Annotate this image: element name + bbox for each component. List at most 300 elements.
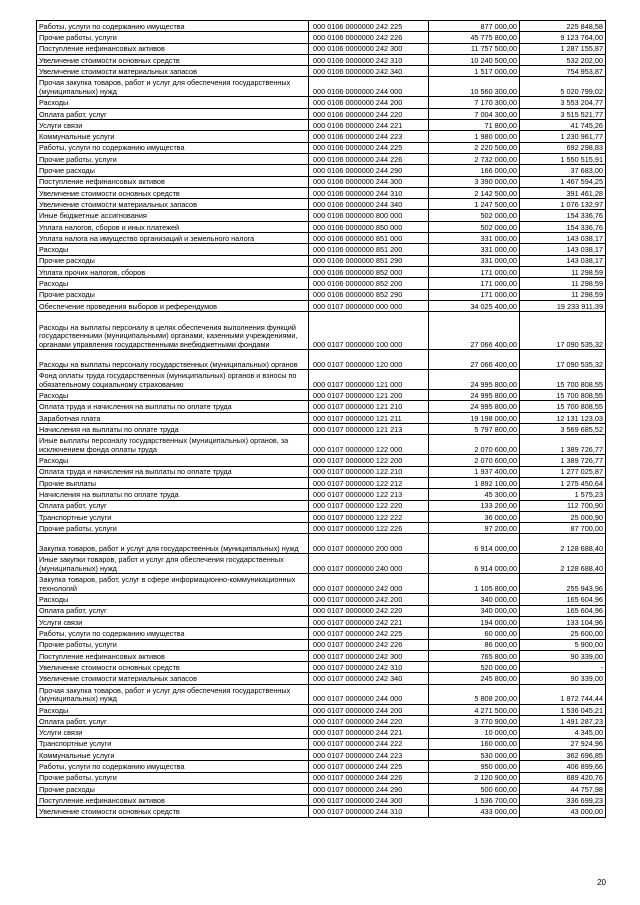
row-exec-cell: 17 090 535,32 [520, 350, 606, 370]
row-code-cell: 000 0106 0000000 244 221 [309, 120, 429, 131]
row-exec-cell: 15 700 808,55 [520, 370, 606, 390]
table-row [37, 266, 606, 277]
row-name-cell: Увеличение стоимости материальных запасов [37, 66, 309, 77]
row-plan-cell: 2 220 500,00 [429, 142, 520, 153]
row-plan-cell: 530 000,00 [429, 749, 520, 760]
row-code-cell: 000 0107 0000000 244 290 [309, 783, 429, 794]
table-row [37, 673, 606, 684]
row-plan-cell: 1 980 000,00 [429, 131, 520, 142]
row-exec-cell: 689 420,76 [520, 772, 606, 783]
row-exec-cell: 9 123 764,00 [520, 32, 606, 43]
row-code-cell: 000 0107 0000000 242 300 [309, 650, 429, 661]
row-name-cell: Обеспечение проведения выборов и референдумов [37, 300, 309, 311]
row-name-cell: Расходы [37, 244, 309, 255]
table-row [37, 312, 606, 350]
row-plan-cell: 502 000,00 [429, 210, 520, 221]
row-name-cell: Иные выплаты персоналу государственных (муниципальных) органов, за исключением фонда оплаты труда [37, 435, 309, 455]
row-plan-cell: 160 000,00 [429, 738, 520, 749]
row-plan-cell: 10 240 500,00 [429, 54, 520, 65]
row-plan-cell: 166 000,00 [429, 165, 520, 176]
row-exec-cell: 1 076 132,97 [520, 199, 606, 210]
table-row [37, 727, 606, 738]
table-row [37, 738, 606, 749]
row-code-cell: 000 0107 0000000 121 200 [309, 390, 429, 401]
row-plan-cell: 60 000,00 [429, 628, 520, 639]
table-row [37, 32, 606, 43]
row-code-cell: 000 0107 0000000 244 226 [309, 772, 429, 783]
row-code-cell: 000 0106 0000000 800 000 [309, 210, 429, 221]
table-row [37, 639, 606, 650]
table-row [37, 435, 606, 455]
row-plan-cell: 24 995 800,00 [429, 370, 520, 390]
row-code-cell: 000 0106 0000000 852 290 [309, 289, 429, 300]
row-exec-cell: 1 230 961,77 [520, 131, 606, 142]
row-code-cell: 000 0107 0000000 242 310 [309, 662, 429, 673]
row-code-cell: 000 0107 0000000 122 220 [309, 500, 429, 511]
row-name-cell: Оплата труда и начисления на выплаты по оплате труда [37, 401, 309, 412]
row-plan-cell: 1 105 800,00 [429, 574, 520, 594]
table-row [37, 594, 606, 605]
row-name-cell: Коммунальные услуги [37, 749, 309, 760]
row-name-cell: Прочая закупка товаров, работ и услуг для обеспечения государственных (муниципальных) нужд [37, 684, 309, 704]
row-plan-cell: 433 000,00 [429, 806, 520, 817]
table-row [37, 278, 606, 289]
row-code-cell: 000 0106 0000000 244 220 [309, 108, 429, 119]
table-row [37, 54, 606, 65]
row-exec-cell: 1 575,23 [520, 489, 606, 500]
row-plan-cell: 520 000,00 [429, 662, 520, 673]
row-exec-cell: 362 696,85 [520, 749, 606, 760]
table-row [37, 466, 606, 477]
row-code-cell: 000 0106 0000000 244 225 [309, 142, 429, 153]
row-exec-cell: 90 339,00 [520, 650, 606, 661]
row-plan-cell: 3 770 900,00 [429, 716, 520, 727]
row-plan-cell: 11 757 500,00 [429, 43, 520, 54]
table-row [37, 255, 606, 266]
row-exec-cell: 37 683,00 [520, 165, 606, 176]
table-row [37, 761, 606, 772]
row-name-cell: Расходы [37, 390, 309, 401]
row-code-cell: 000 0106 0000000 851 290 [309, 255, 429, 266]
table-row [37, 370, 606, 390]
row-exec-cell: 336 699,23 [520, 795, 606, 806]
row-exec-cell: 19 233 911,39 [520, 300, 606, 311]
table-row [37, 716, 606, 727]
row-exec-cell: 143 038,17 [520, 255, 606, 266]
row-name-cell: Прочие работы, услуги [37, 639, 309, 650]
row-plan-cell: 24 995 800,00 [429, 401, 520, 412]
row-plan-cell: 340 000,00 [429, 594, 520, 605]
row-exec-cell: 90 339,00 [520, 673, 606, 684]
row-exec-cell: 11 298,59 [520, 278, 606, 289]
row-exec-cell: 2 128 688,40 [520, 534, 606, 554]
row-code-cell: 000 0107 0000000 242 225 [309, 628, 429, 639]
table-row [37, 233, 606, 244]
row-plan-cell: 34 025 400,00 [429, 300, 520, 311]
row-exec-cell: 27 924,96 [520, 738, 606, 749]
row-plan-cell: 765 800,00 [429, 650, 520, 661]
row-code-cell: 000 0106 0000000 244 310 [309, 187, 429, 198]
row-exec-cell: 44 757,98 [520, 783, 606, 794]
table-row [37, 210, 606, 221]
row-exec-cell: 133 104,96 [520, 616, 606, 627]
row-exec-cell: 1 550 515,91 [520, 153, 606, 164]
row-code-cell: 000 0107 0000000 242 000 [309, 574, 429, 594]
row-name-cell: Оплата работ, услуг [37, 108, 309, 119]
row-exec-cell: 15 700 808,55 [520, 390, 606, 401]
row-name-cell: Расходы [37, 594, 309, 605]
row-code-cell: 000 0107 0000000 244 225 [309, 761, 429, 772]
table-row [37, 153, 606, 164]
row-code-cell: 000 0107 0000000 242 220 [309, 605, 429, 616]
row-exec-cell: 1 287 155,87 [520, 43, 606, 54]
row-plan-cell: 331 000,00 [429, 255, 520, 266]
table-row [37, 176, 606, 187]
row-exec-cell: 255 943,96 [520, 574, 606, 594]
row-code-cell: 000 0107 0000000 121 210 [309, 401, 429, 412]
row-exec-cell: 3 553 204,77 [520, 97, 606, 108]
row-exec-cell: 5 900,00 [520, 639, 606, 650]
row-name-cell: Фонд оплаты труда государственных (муниципальных) органов и взносы по обязательному социальному страхованию [37, 370, 309, 390]
row-plan-cell: 502 000,00 [429, 221, 520, 232]
row-code-cell: 000 0106 0000000 244 200 [309, 97, 429, 108]
table-row [37, 390, 606, 401]
row-name-cell: Работы, услуги по содержанию имущества [37, 21, 309, 32]
row-name-cell: Начисления на выплаты по оплате труда [37, 424, 309, 435]
row-code-cell: 000 0106 0000000 242 226 [309, 32, 429, 43]
table-row [37, 244, 606, 255]
row-exec-cell: 406 899,66 [520, 761, 606, 772]
row-code-cell: 000 0107 0000000 242 221 [309, 616, 429, 627]
row-exec-cell: 165 604,96 [520, 594, 606, 605]
table-row [37, 401, 606, 412]
row-plan-cell: 4 271 500,00 [429, 704, 520, 715]
row-exec-cell: 1 872 744,44 [520, 684, 606, 704]
table-row [37, 795, 606, 806]
row-code-cell: 000 0107 0000000 122 212 [309, 477, 429, 488]
row-exec-cell: - [520, 662, 606, 673]
row-code-cell: 000 0106 0000000 244 300 [309, 176, 429, 187]
row-exec-cell: 17 090 535,32 [520, 312, 606, 350]
row-plan-cell: 10 000,00 [429, 727, 520, 738]
row-name-cell: Увеличение стоимости основных средств [37, 187, 309, 198]
row-code-cell: 000 0106 0000000 242 310 [309, 54, 429, 65]
row-plan-cell: 245 800,00 [429, 673, 520, 684]
row-code-cell: 000 0107 0000000 242 200 [309, 594, 429, 605]
row-name-cell: Расходы на выплаты персоналу в целях обеспечения выполнения функций государственными (муниципальными) органами, казенными учреждениями, органами управления государственными внебюджетными фондами [37, 312, 309, 350]
row-code-cell: 000 0106 0000000 851 200 [309, 244, 429, 255]
table-row [37, 97, 606, 108]
row-exec-cell: 41 745,26 [520, 120, 606, 131]
row-code-cell: 000 0107 0000000 121 000 [309, 370, 429, 390]
row-plan-cell: 500 600,00 [429, 783, 520, 794]
row-name-cell: Услуги связи [37, 727, 309, 738]
row-plan-cell: 877 000,00 [429, 21, 520, 32]
row-name-cell: Работы, услуги по содержанию имущества [37, 761, 309, 772]
row-name-cell: Уплата налогов, сборов и иных платежей [37, 221, 309, 232]
row-name-cell: Прочие выплаты [37, 477, 309, 488]
row-plan-cell: 5 797 800,00 [429, 424, 520, 435]
row-plan-cell: 19 198 000,00 [429, 412, 520, 423]
row-plan-cell: 2 070 600,00 [429, 435, 520, 455]
row-code-cell: 000 0107 0000000 244 220 [309, 716, 429, 727]
table-row [37, 289, 606, 300]
row-exec-cell: 165 604,96 [520, 605, 606, 616]
row-name-cell: Поступление нефинансовых активов [37, 176, 309, 187]
row-name-cell: Прочие расходы [37, 255, 309, 266]
table-row [37, 489, 606, 500]
row-name-cell: Транспортные услуги [37, 738, 309, 749]
row-code-cell: 000 0106 0000000 244 290 [309, 165, 429, 176]
row-exec-cell: 11 298,59 [520, 266, 606, 277]
row-plan-cell: 71 800,00 [429, 120, 520, 131]
row-plan-cell: 6 914 000,00 [429, 554, 520, 574]
table-row [37, 704, 606, 715]
row-exec-cell: 112 700,90 [520, 500, 606, 511]
table-row [37, 199, 606, 210]
row-plan-cell: 97 200,00 [429, 523, 520, 534]
row-code-cell: 000 0106 0000000 244 000 [309, 77, 429, 97]
row-plan-cell: 45 775 800,00 [429, 32, 520, 43]
row-code-cell: 000 0106 0000000 244 223 [309, 131, 429, 142]
row-code-cell: 000 0107 0000000 122 213 [309, 489, 429, 500]
row-exec-cell: 43 000,00 [520, 806, 606, 817]
table-row [37, 534, 606, 554]
row-code-cell: 000 0106 0000000 852 000 [309, 266, 429, 277]
row-name-cell: Увеличение стоимости основных средств [37, 806, 309, 817]
row-name-cell: Поступление нефинансовых активов [37, 650, 309, 661]
row-code-cell: 000 0107 0000000 242 226 [309, 639, 429, 650]
row-name-cell: Прочие расходы [37, 289, 309, 300]
table-row [37, 616, 606, 627]
budget-report-page [36, 20, 605, 818]
row-exec-cell: 15 700 808,55 [520, 401, 606, 412]
row-exec-cell: 1 536 045,21 [520, 704, 606, 715]
row-exec-cell: 11 298,59 [520, 289, 606, 300]
table-row [37, 455, 606, 466]
row-code-cell: 000 0106 0000000 852 200 [309, 278, 429, 289]
row-exec-cell: 1 491 287,23 [520, 716, 606, 727]
row-name-cell: Начисления на выплаты по оплате труда [37, 489, 309, 500]
table-row [37, 511, 606, 522]
row-name-cell: Увеличение стоимости основных средств [37, 54, 309, 65]
row-code-cell: 000 0107 0000000 122 210 [309, 466, 429, 477]
row-plan-cell: 2 120 900,00 [429, 772, 520, 783]
table-row [37, 108, 606, 119]
row-plan-cell: 36 000,00 [429, 511, 520, 522]
row-name-cell: Коммунальные услуги [37, 131, 309, 142]
row-name-cell: Оплата работ, услуг [37, 605, 309, 616]
row-exec-cell: 3 569 685,52 [520, 424, 606, 435]
row-name-cell: Прочие работы, услуги [37, 523, 309, 534]
row-code-cell: 000 0106 0000000 851 000 [309, 233, 429, 244]
row-code-cell: 000 0107 0000000 122 000 [309, 435, 429, 455]
row-plan-cell: 1 517 000,00 [429, 66, 520, 77]
row-plan-cell: 7 004 300,00 [429, 108, 520, 119]
row-code-cell: 000 0106 0000000 242 225 [309, 21, 429, 32]
table-row [37, 749, 606, 760]
row-plan-cell: 2 732 000,00 [429, 153, 520, 164]
row-exec-cell: 154 336,76 [520, 221, 606, 232]
row-code-cell: 000 0107 0000000 100 000 [309, 312, 429, 350]
row-plan-cell: 1 247 500,00 [429, 199, 520, 210]
row-name-cell: Поступление нефинансовых активов [37, 795, 309, 806]
row-name-cell: Иные закупки товаров, работ и услуг для обеспечения государственных (муниципальных) нужд [37, 554, 309, 574]
row-plan-cell: 3 390 000,00 [429, 176, 520, 187]
row-exec-cell: 391 461,28 [520, 187, 606, 198]
row-name-cell: Прочие расходы [37, 783, 309, 794]
row-exec-cell: 1 389 726,77 [520, 455, 606, 466]
table-row [37, 806, 606, 817]
table-row [37, 554, 606, 574]
row-name-cell: Увеличение стоимости материальных запасов [37, 673, 309, 684]
table-row [37, 221, 606, 232]
row-exec-cell: 25 000,90 [520, 511, 606, 522]
row-name-cell: Поступление нефинансовых активов [37, 43, 309, 54]
row-name-cell: Транспортные услуги [37, 511, 309, 522]
row-exec-cell: 154 336,76 [520, 210, 606, 221]
table-row [37, 605, 606, 616]
table-row [37, 43, 606, 54]
row-code-cell: 000 0107 0000000 244 222 [309, 738, 429, 749]
row-plan-cell: 133 200,00 [429, 500, 520, 511]
row-exec-cell: 12 131 123,03 [520, 412, 606, 423]
table-row [37, 662, 606, 673]
row-exec-cell: 4 345,00 [520, 727, 606, 738]
row-code-cell: 000 0107 0000000 242 340 [309, 673, 429, 684]
row-code-cell: 000 0107 0000000 240 000 [309, 554, 429, 574]
row-code-cell: 000 0107 0000000 000 000 [309, 300, 429, 311]
row-code-cell: 000 0106 0000000 242 340 [309, 66, 429, 77]
row-code-cell: 000 0106 0000000 244 340 [309, 199, 429, 210]
row-code-cell: 000 0107 0000000 244 310 [309, 806, 429, 817]
row-exec-cell: 1 275 450,64 [520, 477, 606, 488]
row-exec-cell: 1 467 594,25 [520, 176, 606, 187]
row-name-cell: Заработная плата [37, 412, 309, 423]
row-name-cell: Увеличение стоимости основных средств [37, 662, 309, 673]
table-row [37, 783, 606, 794]
row-name-cell: Прочие расходы [37, 165, 309, 176]
table-row [37, 523, 606, 534]
table-row [37, 187, 606, 198]
row-name-cell: Уплата прочих налогов, сборов [37, 266, 309, 277]
row-code-cell: 000 0107 0000000 122 226 [309, 523, 429, 534]
row-plan-cell: 171 000,00 [429, 278, 520, 289]
row-exec-cell: 3 515 521,77 [520, 108, 606, 119]
row-exec-cell: 1 389 726,77 [520, 435, 606, 455]
row-code-cell: 000 0106 0000000 242 300 [309, 43, 429, 54]
row-plan-cell: 194 000,00 [429, 616, 520, 627]
table-row [37, 772, 606, 783]
row-name-cell: Оплата работ, услуг [37, 716, 309, 727]
row-exec-cell: 532 202,00 [520, 54, 606, 65]
table-row [37, 165, 606, 176]
table-row [37, 66, 606, 77]
table-body [37, 21, 606, 818]
row-exec-cell: 87 700,00 [520, 523, 606, 534]
row-code-cell: 000 0107 0000000 122 200 [309, 455, 429, 466]
row-name-cell: Работы, услуги по содержанию имущества [37, 142, 309, 153]
row-name-cell: Прочие работы, услуги [37, 772, 309, 783]
row-plan-cell: 2 070 600,00 [429, 455, 520, 466]
row-name-cell: Закупка товаров, работ и услуг для государственных (муниципальных) нужд [37, 534, 309, 554]
row-plan-cell: 171 000,00 [429, 289, 520, 300]
row-plan-cell: 5 808 200,00 [429, 684, 520, 704]
row-plan-cell: 10 560 300,00 [429, 77, 520, 97]
row-exec-cell: 225 848,58 [520, 21, 606, 32]
row-name-cell: Расходы на выплаты персоналу государственных (муниципальных) органов [37, 350, 309, 370]
row-name-cell: Иные бюджетные ассигнования [37, 210, 309, 221]
row-plan-cell: 7 170 300,00 [429, 97, 520, 108]
table-row [37, 500, 606, 511]
table-row [37, 628, 606, 639]
table-row [37, 684, 606, 704]
table-row [37, 477, 606, 488]
row-code-cell: 000 0107 0000000 244 300 [309, 795, 429, 806]
row-name-cell: Услуги связи [37, 120, 309, 131]
table-row [37, 650, 606, 661]
table-row [37, 120, 606, 131]
row-name-cell: Расходы [37, 455, 309, 466]
row-exec-cell: 692 298,83 [520, 142, 606, 153]
row-code-cell: 000 0107 0000000 121 211 [309, 412, 429, 423]
budget-execution-table [36, 20, 606, 818]
row-name-cell: Оплата труда и начисления на выплаты по оплате труда [37, 466, 309, 477]
row-plan-cell: 331 000,00 [429, 244, 520, 255]
table-row [37, 21, 606, 32]
row-name-cell: Работы, услуги по содержанию имущества [37, 628, 309, 639]
table-row [37, 77, 606, 97]
row-plan-cell: 27 066 400,00 [429, 350, 520, 370]
row-name-cell: Уплата налога на имущество организаций и земельного налога [37, 233, 309, 244]
row-code-cell: 000 0107 0000000 122 222 [309, 511, 429, 522]
table-row [37, 424, 606, 435]
row-name-cell: Расходы [37, 97, 309, 108]
row-name-cell: Увеличение стоимости материальных запасов [37, 199, 309, 210]
row-name-cell: Оплата работ, услуг [37, 500, 309, 511]
row-code-cell: 000 0107 0000000 244 200 [309, 704, 429, 715]
row-plan-cell: 340 000,00 [429, 605, 520, 616]
row-plan-cell: 1 892 100,00 [429, 477, 520, 488]
row-plan-cell: 950 000,00 [429, 761, 520, 772]
page-number: 20 [597, 878, 606, 887]
row-exec-cell: 25 600,00 [520, 628, 606, 639]
row-plan-cell: 24 995 800,00 [429, 390, 520, 401]
table-row [37, 131, 606, 142]
table-row [37, 142, 606, 153]
row-plan-cell: 1 937 400,00 [429, 466, 520, 477]
row-code-cell: 000 0107 0000000 244 223 [309, 749, 429, 760]
row-exec-cell: 143 038,17 [520, 244, 606, 255]
table-row [37, 574, 606, 594]
row-name-cell: Прочие работы, услуги [37, 32, 309, 43]
row-exec-cell: 5 020 799,02 [520, 77, 606, 97]
row-name-cell: Услуги связи [37, 616, 309, 627]
row-name-cell: Прочая закупка товаров, работ и услуг для обеспечения государственных (муниципальных) нужд [37, 77, 309, 97]
row-name-cell: Расходы [37, 278, 309, 289]
table-row [37, 412, 606, 423]
row-plan-cell: 2 142 500,00 [429, 187, 520, 198]
row-name-cell: Расходы [37, 704, 309, 715]
row-code-cell: 000 0107 0000000 244 000 [309, 684, 429, 704]
row-plan-cell: 331 000,00 [429, 233, 520, 244]
row-code-cell: 000 0107 0000000 121 213 [309, 424, 429, 435]
row-exec-cell: 1 277 025,87 [520, 466, 606, 477]
row-code-cell: 000 0106 0000000 850 000 [309, 221, 429, 232]
row-code-cell: 000 0107 0000000 244 221 [309, 727, 429, 738]
row-exec-cell: 2 128 688,40 [520, 554, 606, 574]
row-plan-cell: 6 914 000,00 [429, 534, 520, 554]
